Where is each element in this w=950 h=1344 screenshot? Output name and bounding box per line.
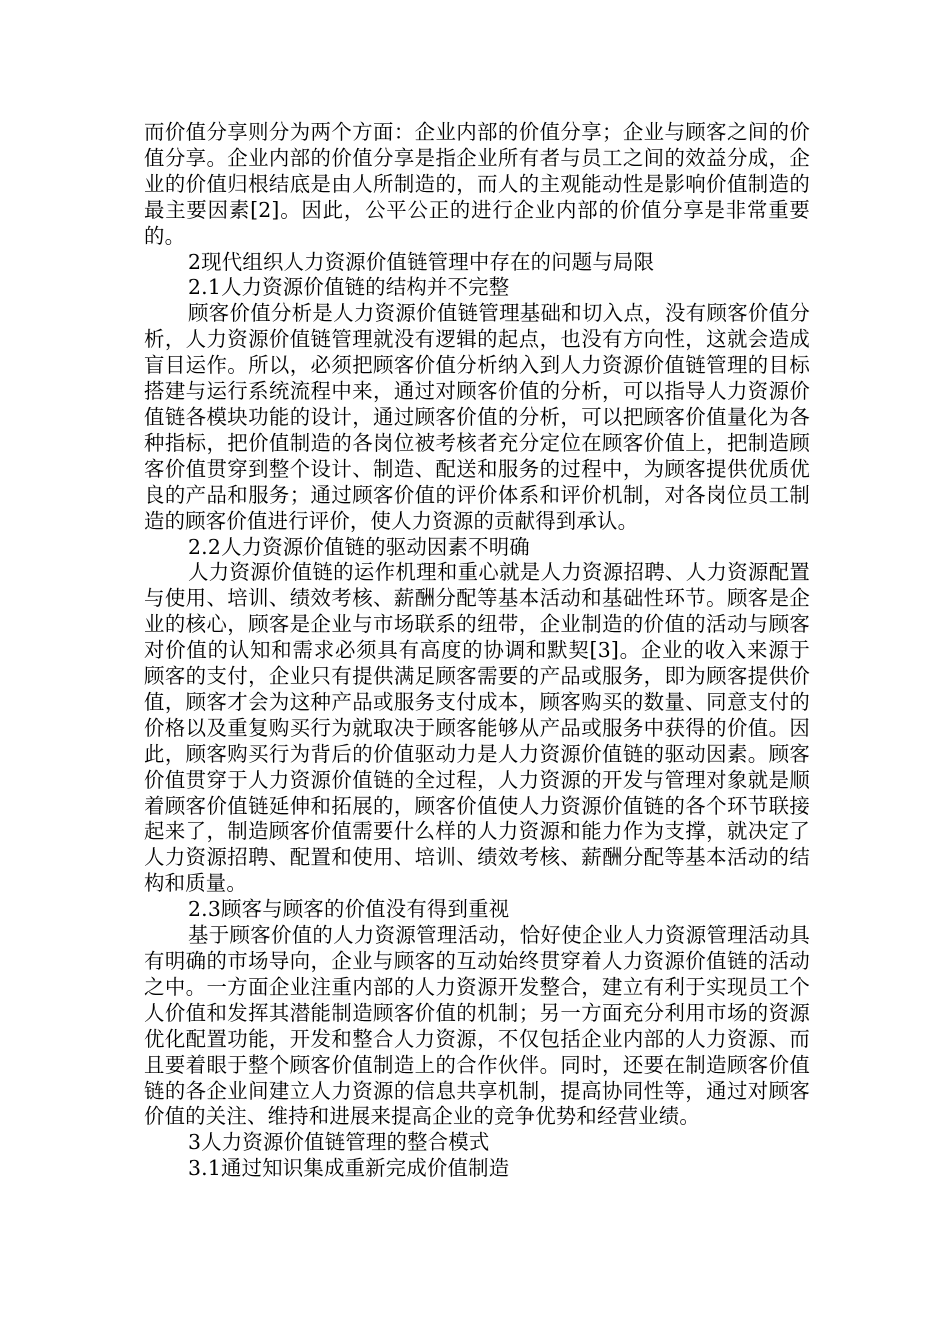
subsection-heading-2-1: 2.1人力资源价值链的结构并不完整 [188,275,510,300]
document-body [144,120,810,1182]
section-heading-3: 3人力资源价值链管理的整合模式 [188,1130,490,1155]
paragraph-customer-value-analysis: 顾客价值分析是人力资源价值链管理基础和切入点，没有顾客价值分析，人力资源价值链管理就没有逻辑的起点，也没有方向性，这就会造成盲目运作。所以，必须把顾客价值分析纳入到人力资源价值链管理的目标搭建与运行系统流程中来，通过对顾客价值的分析，可以指导人力资源价值链各模块功能的设计，通过顾客价值的分析，可以把顾客价值量化为各种指标，把价值制造的各岗位被考核者充分定位在顾客价值上，把制造顾客价值贯穿到整个设计、制造、配送和服务的过程中，为顾客提供优质优良的产品和服务；通过顾客价值的评价体系和评价机制，对各岗位员工制造的顾客价值进行评价，使人力资源的贡献得到承认。 [144,301,810,533]
paragraph-driving-factors: 人力资源价值链的运作机理和重心就是人力资源招聘、人力资源配置与使用、培训、绩效考核、薪酬分配等基本活动和基础性环节。顾客是企业的核心，顾客是企业与市场联系的纽带，企业制造的价值的活动与顾客对价值的认知和需求必须具有高度的协调和默契[3]。企业的收入来源于顾客的支付，企业只有提供满足顾客需要的产品或服务，即为顾客提供价值，顾客才会为这种产品或服务支付成本，顾客购买的数量、同意支付的价格以及重复购买行为就取决于顾客能够从产品或服务中获得的价值。因此，顾客购买行为背后的价值驱动力是人力资源价值链的驱动因素。顾客价值贯穿于人力资源价值链的全过程，人力资源的开发与管理对象就是顺着顾客价值链延伸和拓展的，顾客价值使人力资源价值链的各个环节联接起来了，制造顾客价值需要什么样的人力资源和能力作为支撑，就决定了人力资源招聘、配置和使用、培训、绩效考核、薪酬分配等基本活动的结构和质量。 [144,560,810,896]
subsection-heading-2-2: 2.2人力资源价值链的驱动因素不明确 [188,534,530,559]
section-heading-2: 2现代组织人力资源价值链管理中存在的问题与局限 [188,249,655,274]
subsection-heading-3-1: 3.1通过知识集成重新完成价值制造 [188,1156,510,1181]
paragraph-value-sharing: 而价值分享则分为两个方面：企业内部的价值分享；企业与顾客之间的价值分享。企业内部的价值分享是指企业所有者与员工之间的效益分成，企业的价值归根结底是由人所制造的，而人的主观能动性是影响价值制造的最主要因素[2]。因此，公平公正的进行企业内部的价值分享是非常重要的。 [144,120,810,248]
subsection-heading-2-3: 2.3顾客与顾客的价值没有得到重视 [188,897,510,922]
paragraph-customer-value-neglected: 基于顾客价值的人力资源管理活动，恰好使企业人力资源管理活动具有明确的市场导向，企业与顾客的互动始终贯穿着人力资源价值链的活动之中。一方面企业注重内部的人力资源开发整合，建立有利于实现员工个人价值和发挥其潜能制造顾客价值的机制；另一方面充分利用市场的资源优化配置功能，开发和整合人力资源，不仅包括企业内部的人力资源、而且要着眼于整个顾客价值制造上的合作伙伴。同时，还要在制造顾客价值链的各企业间建立人力资源的信息共享机制，提高协同性等，通过对顾客价值的关注、维持和进展来提高企业的竞争优势和经营业绩。 [144,923,810,1129]
